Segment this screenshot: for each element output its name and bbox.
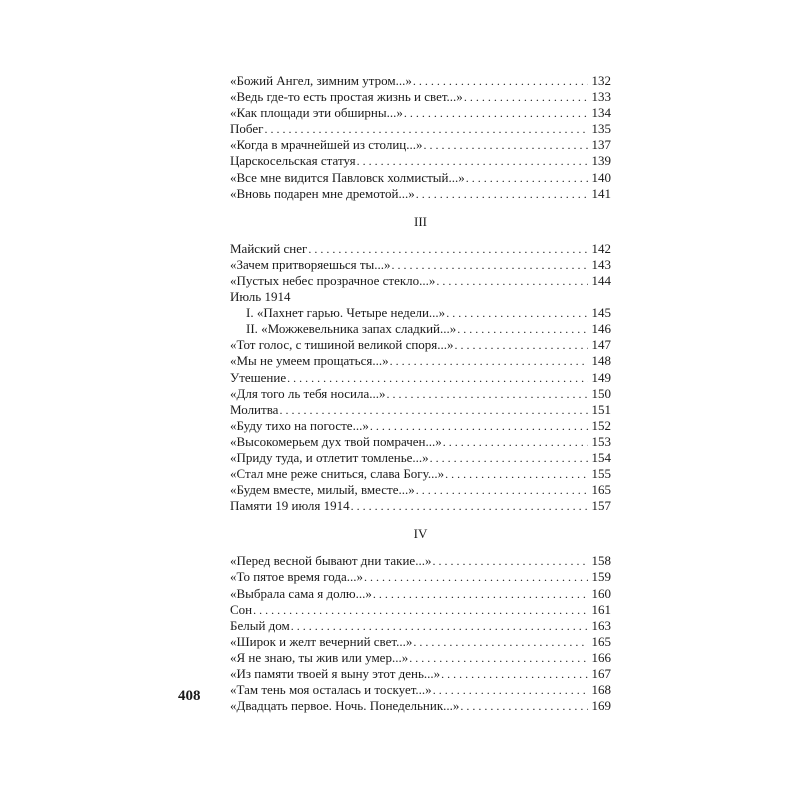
dot-leader <box>253 602 588 618</box>
toc-entry <box>230 370 611 386</box>
entry-title: I. «Пахнет гарью. Четыре недели...» <box>246 305 446 321</box>
entry-page: 153 <box>591 433 611 449</box>
dot-leader <box>460 698 588 714</box>
entry-page: 145 <box>591 305 611 321</box>
entry-title: «Будем вместе, милый, вместе...» <box>230 482 415 498</box>
entry-title: Сон <box>230 601 253 617</box>
entry-page: 165 <box>591 633 611 649</box>
entry-title: «То пятое время года...» <box>230 569 363 585</box>
section-heading-iii: III <box>414 213 427 229</box>
toc-entry <box>230 586 611 602</box>
toc-entry <box>230 137 611 153</box>
toc-entry <box>230 321 611 337</box>
entry-page: 168 <box>591 682 611 698</box>
toc-entry <box>230 305 611 321</box>
toc-entry <box>230 698 611 714</box>
toc-cycle-heading <box>230 289 611 305</box>
entry-page: 146 <box>591 321 611 337</box>
entry-title: «Божий Ангел, зимним утром...» <box>230 73 412 88</box>
dot-leader <box>373 586 588 602</box>
toc-entry <box>230 634 611 650</box>
entry-title: «Когда в мрачнейшей из столиц...» <box>230 137 423 153</box>
entry-title: «Как площади эти обширны...» <box>230 105 403 121</box>
toc-entry <box>230 618 611 634</box>
entry-title: Июль 1914 <box>230 289 291 305</box>
table-of-contents <box>230 73 611 714</box>
entry-title: Памяти 19 июля 1914 <box>230 498 350 514</box>
toc-entry <box>230 434 611 450</box>
entry-page: 159 <box>591 569 611 585</box>
toc-entry <box>230 682 611 698</box>
entry-page: 147 <box>591 337 611 353</box>
entry-title: II. «Можжевельника запах сладкий...» <box>246 321 457 337</box>
entry-title: «Все мне видится Павловск холмистый...» <box>230 169 465 185</box>
toc-entry <box>230 353 611 369</box>
entry-page: 144 <box>591 272 611 288</box>
entry-page: 157 <box>591 498 611 514</box>
entry-title: Побег <box>230 121 264 137</box>
entry-page: 151 <box>591 401 611 417</box>
dot-leader <box>279 402 588 418</box>
entry-page: 152 <box>591 417 611 433</box>
entry-title: «Вновь подарен мне дремотой...» <box>230 185 415 201</box>
toc-entry <box>230 170 611 186</box>
entry-title: «Из памяти твоей я выну этот день...» <box>230 666 441 681</box>
toc-group-continued <box>230 73 611 202</box>
toc-group-iv <box>230 553 611 714</box>
entry-title: «Приду туда, и отлетит томленье...» <box>230 449 429 465</box>
entry-title: «Пустых небес прозрачное стекло...» <box>230 272 436 288</box>
entry-page: 150 <box>591 385 611 401</box>
entry-page: 143 <box>591 256 611 272</box>
entry-title: «Двадцать первое. Ночь. Понедельник...» <box>230 698 460 714</box>
dot-leader <box>364 569 588 585</box>
entry-page: 132 <box>591 73 611 88</box>
toc-entry <box>230 121 611 137</box>
dot-leader <box>370 418 588 434</box>
toc-entry <box>230 666 611 682</box>
dot-leader <box>409 650 588 666</box>
entry-title: Молитва <box>230 401 279 417</box>
toc-entry <box>230 602 611 618</box>
entry-page: 133 <box>591 89 611 105</box>
toc-entry <box>230 89 611 105</box>
dot-leader <box>416 186 588 202</box>
dot-leader <box>308 241 588 257</box>
entry-title: Утешение <box>230 369 287 385</box>
dot-leader <box>441 666 588 682</box>
entry-title: «Там тень моя осталась и тоскует...» <box>230 682 432 698</box>
entry-page: 155 <box>591 466 611 482</box>
dot-leader <box>446 305 588 321</box>
toc-entry <box>230 418 611 434</box>
dot-leader <box>404 105 588 121</box>
entry-page: 166 <box>591 649 611 665</box>
entry-title: Белый дом <box>230 617 290 633</box>
entry-page: 154 <box>591 449 611 465</box>
entry-page: 161 <box>591 601 611 617</box>
entry-page: 148 <box>591 353 611 369</box>
entry-page: 167 <box>591 666 611 681</box>
page-number: 408 <box>178 688 201 704</box>
dot-leader <box>291 618 588 634</box>
toc-entry <box>230 257 611 273</box>
dot-leader <box>387 386 588 402</box>
dot-leader <box>455 337 588 353</box>
toc-entry <box>230 482 611 498</box>
toc-entry <box>230 273 611 289</box>
entry-page: 134 <box>591 105 611 121</box>
entry-page: 141 <box>591 185 611 201</box>
entry-page: 165 <box>591 482 611 498</box>
dot-leader <box>390 353 588 369</box>
entry-title: «Перед весной бывают дни такие...» <box>230 553 432 569</box>
toc-entry <box>230 105 611 121</box>
entry-page: 160 <box>591 585 611 601</box>
dot-leader <box>457 321 588 337</box>
dot-leader <box>351 498 588 514</box>
entry-title: «Для того ль тебя носила...» <box>230 385 386 401</box>
toc-entry <box>230 73 611 89</box>
dot-leader <box>433 682 588 698</box>
entry-title: «Выбрала сама я долю...» <box>230 585 372 601</box>
entry-page: 158 <box>591 553 611 569</box>
dot-leader <box>413 73 588 89</box>
toc-entry <box>230 650 611 666</box>
entry-page: 149 <box>591 369 611 385</box>
dot-leader <box>443 434 588 450</box>
entry-title: «Я не знаю, ты жив или умер...» <box>230 649 409 665</box>
toc-entry <box>230 186 611 202</box>
entry-title: «Мы не умеем прощаться...» <box>230 353 389 369</box>
toc-entry <box>230 337 611 353</box>
toc-group-iii <box>230 241 611 515</box>
dot-leader <box>287 370 588 386</box>
dot-leader <box>436 273 588 289</box>
entry-title: «Буду тихо на погосте...» <box>230 417 369 433</box>
dot-leader <box>424 137 588 153</box>
toc-entry <box>230 553 611 569</box>
entry-page: 140 <box>591 169 611 185</box>
dot-leader <box>392 257 588 273</box>
entry-title: Царскосельская статуя <box>230 153 356 169</box>
toc-entry <box>230 466 611 482</box>
entry-title: «Тот голос, с тишиной великой споря...» <box>230 337 454 353</box>
toc-entry <box>230 402 611 418</box>
dot-leader <box>466 170 588 186</box>
dot-leader <box>430 450 588 466</box>
toc-entry <box>230 241 611 257</box>
section-heading-iv: IV <box>413 526 428 542</box>
dot-leader <box>445 466 588 482</box>
dot-leader <box>464 89 588 105</box>
dot-leader <box>357 153 588 169</box>
entry-page: 139 <box>591 153 611 169</box>
entry-title: «Широк и желт вечерний свет...» <box>230 633 413 649</box>
entry-page: 135 <box>591 121 611 137</box>
toc-entry <box>230 450 611 466</box>
toc-entry <box>230 569 611 585</box>
entry-title: «Стал мне реже сниться, слава Богу...» <box>230 466 445 482</box>
dot-leader <box>264 121 588 137</box>
entry-title: «Зачем притворяешься ты...» <box>230 256 391 272</box>
entry-title: «Высокомерьем дух твой помрачен...» <box>230 433 442 449</box>
entry-page: 137 <box>591 137 611 153</box>
entry-title: Майский снег <box>230 240 308 256</box>
toc-entry <box>230 498 611 514</box>
dot-leader <box>413 634 588 650</box>
toc-entry <box>230 386 611 402</box>
entry-page: 163 <box>591 617 611 633</box>
toc-entry <box>230 153 611 169</box>
entry-title: «Ведь где-то есть простая жизнь и свет...» <box>230 89 463 105</box>
dot-leader <box>416 482 588 498</box>
entry-page: 142 <box>591 240 611 256</box>
dot-leader <box>432 553 588 569</box>
entry-page: 169 <box>591 698 611 714</box>
